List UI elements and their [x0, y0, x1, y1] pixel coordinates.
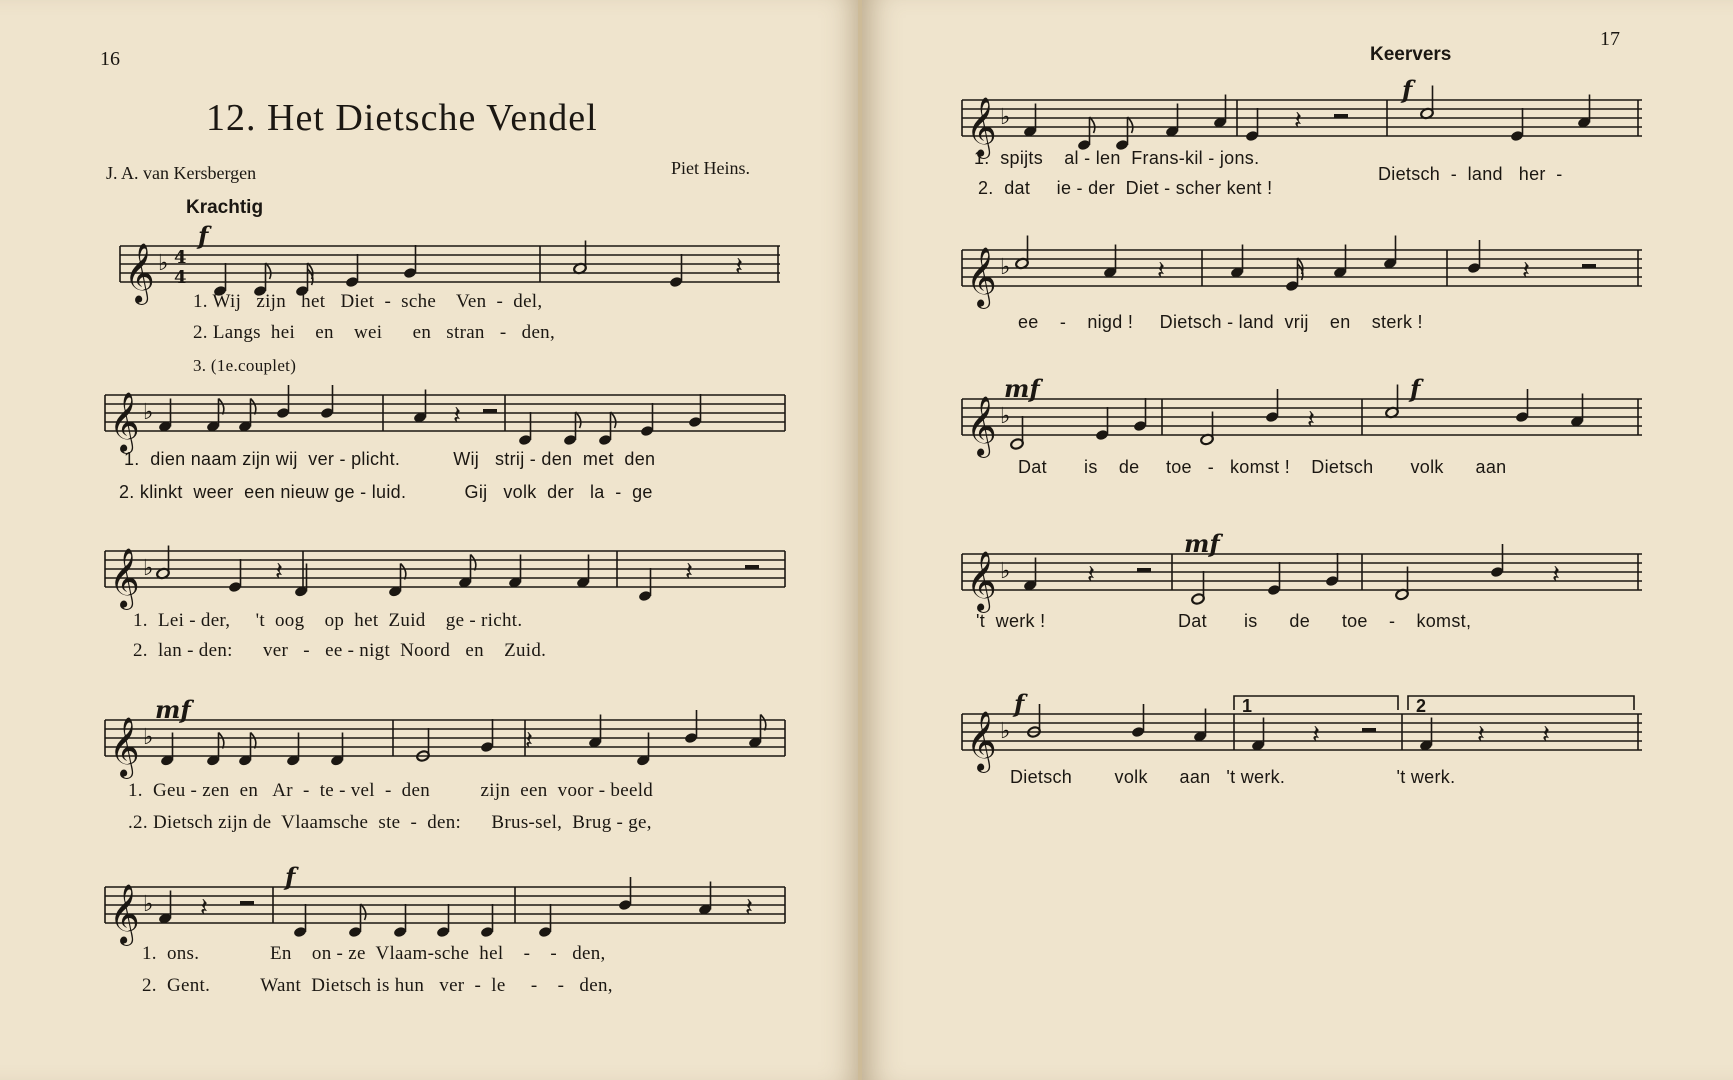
dynamic-mark: f: [198, 221, 209, 250]
lyric-line: 1. Geu - zen en Ar - te - vel - den zijn een voor - beeld: [128, 780, 654, 801]
flat-icon: ♭: [1000, 255, 1011, 280]
quarter-rest-icon: 𝄽: [1522, 256, 1530, 286]
volta-bracket: [1408, 696, 1634, 710]
lyric-line: .2. Dietsch zijn de Vlaamsche ste - den: Brus-sel, Brug - ge,: [128, 812, 652, 833]
lyric-line: 3. (1e.couplet): [193, 356, 297, 375]
lyric-line: 1. dien naam zijn wij ver - plicht. Wij strij - den met den: [124, 449, 656, 469]
lyric-line: 't werk ! Dat is de toe - komst,: [976, 611, 1472, 631]
note-flag: [1090, 117, 1095, 133]
lyric-line: 2. dat ie - der Diet - scher kent !: [978, 178, 1273, 198]
half-rest-icon: [1334, 114, 1348, 118]
staff-left-3: [105, 537, 785, 607]
half-rest-icon: [1362, 728, 1376, 732]
lyric-line: 1. Lei - der, 't oog op het Zuid ge - richt.: [133, 610, 523, 631]
quarter-rest-icon: 𝄽: [453, 401, 461, 431]
section-label: Keervers: [1370, 44, 1452, 65]
treble-clef-icon: 𝄞: [109, 392, 140, 452]
treble-clef-icon: 𝄞: [966, 396, 997, 456]
staff-left-2: [105, 381, 785, 451]
note-flag: [219, 733, 224, 749]
dynamic-mark: mf: [155, 695, 191, 724]
staff-left-4: [105, 695, 785, 777]
staff-right-4: [962, 529, 1642, 611]
dynamic-mark: f: [1410, 374, 1421, 403]
lyric-line: 1. spijts al - len Frans-kil - jons.: [974, 148, 1260, 168]
quarter-rest-icon: 𝄽: [1477, 720, 1485, 750]
left-page: [0, 0, 862, 1080]
quarter-rest-icon: 𝄽: [525, 726, 533, 756]
quarter-rest-icon: 𝄽: [1307, 405, 1315, 435]
dynamic-mark: mf: [1184, 529, 1220, 558]
dynamic-mark: f: [1014, 689, 1025, 718]
half-rest-icon: [240, 901, 254, 905]
quarter-rest-icon: 𝄽: [735, 252, 743, 282]
note-flag: [219, 399, 224, 415]
half-rest-icon: [1582, 264, 1596, 268]
lyricist-credit: Piet Heins.: [671, 158, 750, 178]
quarter-rest-icon: 𝄽: [1087, 560, 1095, 590]
flat-icon: ♭: [1000, 719, 1011, 744]
treble-clef-icon: 𝄞: [966, 247, 997, 307]
time-signature-top: 4: [174, 247, 187, 268]
half-rest-icon: [745, 565, 759, 569]
treble-clef-icon: 𝄞: [966, 97, 997, 157]
flat-icon: ♭: [158, 251, 169, 276]
lyric-line: 1. ons. En on - ze Vlaam-sche hel - - den,: [142, 943, 606, 964]
volta-number: 2: [1416, 696, 1427, 716]
quarter-rest-icon: 𝄽: [1294, 106, 1302, 136]
treble-clef-icon: 𝄞: [966, 551, 997, 611]
quarter-rest-icon: 𝄽: [275, 557, 283, 587]
treble-clef-icon: 𝄞: [124, 243, 155, 303]
right-page: [862, 0, 1733, 1080]
half-rest-icon: [483, 409, 497, 413]
lyric-line: 2. Gent. Want Dietsch is hun ver - le - - den,: [142, 975, 613, 996]
lyric-line: Dat is de toe - komst ! Dietsch volk aan: [1018, 457, 1507, 477]
time-signature-bottom: 4: [174, 267, 187, 288]
page-number-right: 17: [1600, 28, 1620, 50]
song-title: 12. Het Dietsche Vendel: [206, 97, 598, 139]
staff-right-2: [962, 236, 1642, 306]
treble-clef-icon: 𝄞: [966, 711, 997, 771]
volta-number: 1: [1242, 696, 1253, 716]
flat-icon: ♭: [1000, 105, 1011, 130]
flat-icon: ♭: [143, 400, 154, 425]
flat-icon: ♭: [143, 556, 154, 581]
lyric-line: ee - nigd ! Dietsch - land vrij en sterk !: [1018, 312, 1423, 332]
lyric-line: 1. Wij zijn het Diet - sche Ven - del,: [193, 291, 543, 312]
lyric-line: Dietsch - land her -: [1378, 164, 1563, 184]
flat-icon: ♭: [1000, 559, 1011, 584]
treble-clef-icon: 𝄞: [109, 884, 140, 944]
treble-clef-icon: 𝄞: [109, 548, 140, 608]
tempo-marking: Krachtig: [186, 197, 264, 218]
dynamic-mark: f: [1402, 75, 1413, 104]
staff-right-3: [962, 374, 1642, 456]
lyric-line: 2. Langs hei en wei en stran - den,: [193, 322, 556, 343]
flat-icon: ♭: [143, 725, 154, 750]
quarter-rest-icon: 𝄽: [685, 557, 693, 587]
dynamic-mark: f: [285, 862, 296, 891]
staff-left-5: [105, 862, 785, 944]
dynamic-mark: mf: [1004, 374, 1040, 403]
quarter-rest-icon: 𝄽: [1552, 560, 1560, 590]
flat-icon: ♭: [143, 892, 154, 917]
staff-right-1: [962, 75, 1642, 157]
staff-right-5: [962, 689, 1642, 771]
half-rest-icon: [1137, 568, 1151, 572]
volta-bracket: [1234, 696, 1398, 710]
quarter-rest-icon: 𝄽: [200, 893, 208, 923]
lyric-line: 2. klinkt weer een nieuw ge - luid. Gij volk der la - ge: [119, 482, 653, 502]
quarter-rest-icon: 𝄽: [745, 893, 753, 923]
quarter-rest-icon: 𝄽: [1312, 720, 1320, 750]
composer-credit: J. A. van Kersbergen: [106, 163, 257, 183]
page-number-left: 16: [100, 48, 120, 70]
lyric-line: Dietsch volk aan 't werk. 't werk.: [1010, 767, 1456, 787]
quarter-rest-icon: 𝄽: [1542, 720, 1550, 750]
note-flag: [1128, 117, 1133, 133]
quarter-rest-icon: 𝄽: [1157, 256, 1165, 286]
lyric-line: 2. lan - den: ver - ee - nigt Noord en Zuid.: [133, 640, 547, 661]
flat-icon: ♭: [1000, 404, 1011, 429]
treble-clef-icon: 𝄞: [109, 717, 140, 777]
